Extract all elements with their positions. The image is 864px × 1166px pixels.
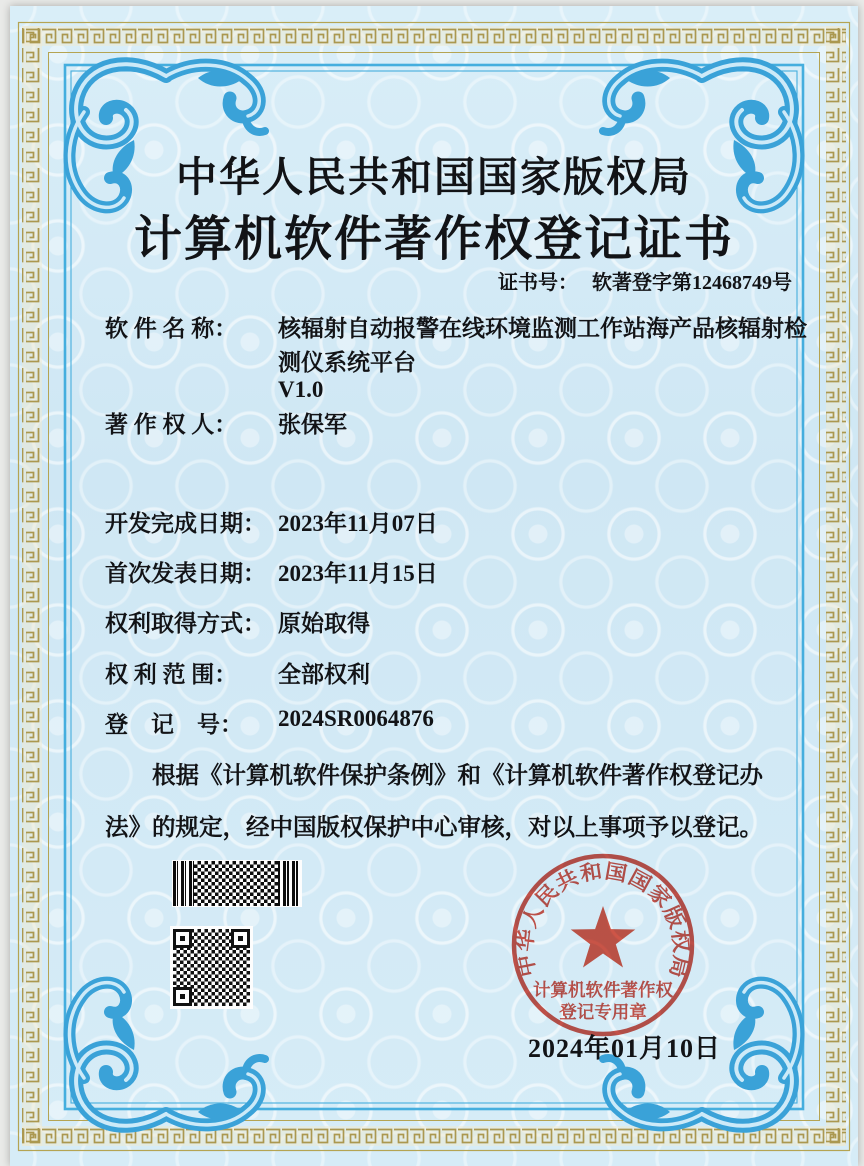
seal-ring-text: 中华人民共和国国家版权局 bbox=[514, 860, 692, 980]
official-seal bbox=[510, 852, 696, 1038]
software-name-line2: 测仪系统平台 bbox=[278, 350, 416, 375]
certificate-paper bbox=[10, 6, 858, 1166]
software-name-version: V1.0 bbox=[278, 377, 324, 402]
seal-inner-line1: 计算机软件著作权 bbox=[533, 980, 673, 1000]
registration-statement: 根据《计算机软件保护条例》和《计算机软件著作权登记办法》的规定，经中国版权保护中心审核，对以上事项予以登记。 bbox=[105, 763, 763, 841]
rights-scope-label: 权 利 范 围： bbox=[105, 662, 238, 687]
dev-complete-date-value: 2023年11月07日 bbox=[278, 511, 438, 536]
barcode-right-guard bbox=[278, 861, 301, 906]
qr-code-icon bbox=[170, 926, 253, 1009]
issuer-title: 中华人民共和国国家版权局 bbox=[176, 154, 692, 200]
rights-acquisition-label: 权利取得方式： bbox=[105, 611, 266, 636]
certificate-number-value: 软著登字第12468749号 bbox=[592, 272, 792, 294]
seal-inner-line2: 登记专用章 bbox=[559, 1002, 647, 1022]
qr-finder-icon bbox=[173, 929, 192, 948]
barcode-icon bbox=[172, 860, 302, 907]
seal-star-icon bbox=[571, 906, 636, 968]
software-name-line1: 核辐射自动报警在线环境监测工作站海产品核辐射检 bbox=[278, 316, 807, 341]
issue-date: 2024年01月10日 bbox=[528, 1034, 722, 1063]
qr-finder-icon bbox=[231, 929, 250, 948]
registration-no-label: 登 记 号： bbox=[105, 712, 243, 737]
copyright-owner-label: 著 作 权 人： bbox=[105, 412, 238, 437]
first-publish-date-label: 首次发表日期： bbox=[105, 561, 266, 586]
qr-finder-icon bbox=[173, 987, 192, 1006]
rights-acquisition-value: 原始取得 bbox=[278, 611, 370, 636]
software-name-label: 软 件 名 称： bbox=[105, 316, 238, 341]
barcode-left-guard bbox=[173, 861, 194, 906]
dev-complete-date-label: 开发完成日期： bbox=[105, 511, 266, 536]
first-publish-date-value: 2023年11月15日 bbox=[278, 561, 438, 586]
registration-no-value: 2024SR0064876 bbox=[278, 706, 434, 731]
barcode-data-region bbox=[194, 861, 278, 906]
copyright-owner-value: 张保军 bbox=[278, 412, 347, 437]
certificate-title: 计算机软件著作权登记证书 bbox=[133, 213, 734, 266]
rights-scope-value: 全部权利 bbox=[278, 662, 370, 687]
certificate-number-label: 证书号： bbox=[498, 272, 578, 294]
certificate-number bbox=[498, 266, 792, 295]
